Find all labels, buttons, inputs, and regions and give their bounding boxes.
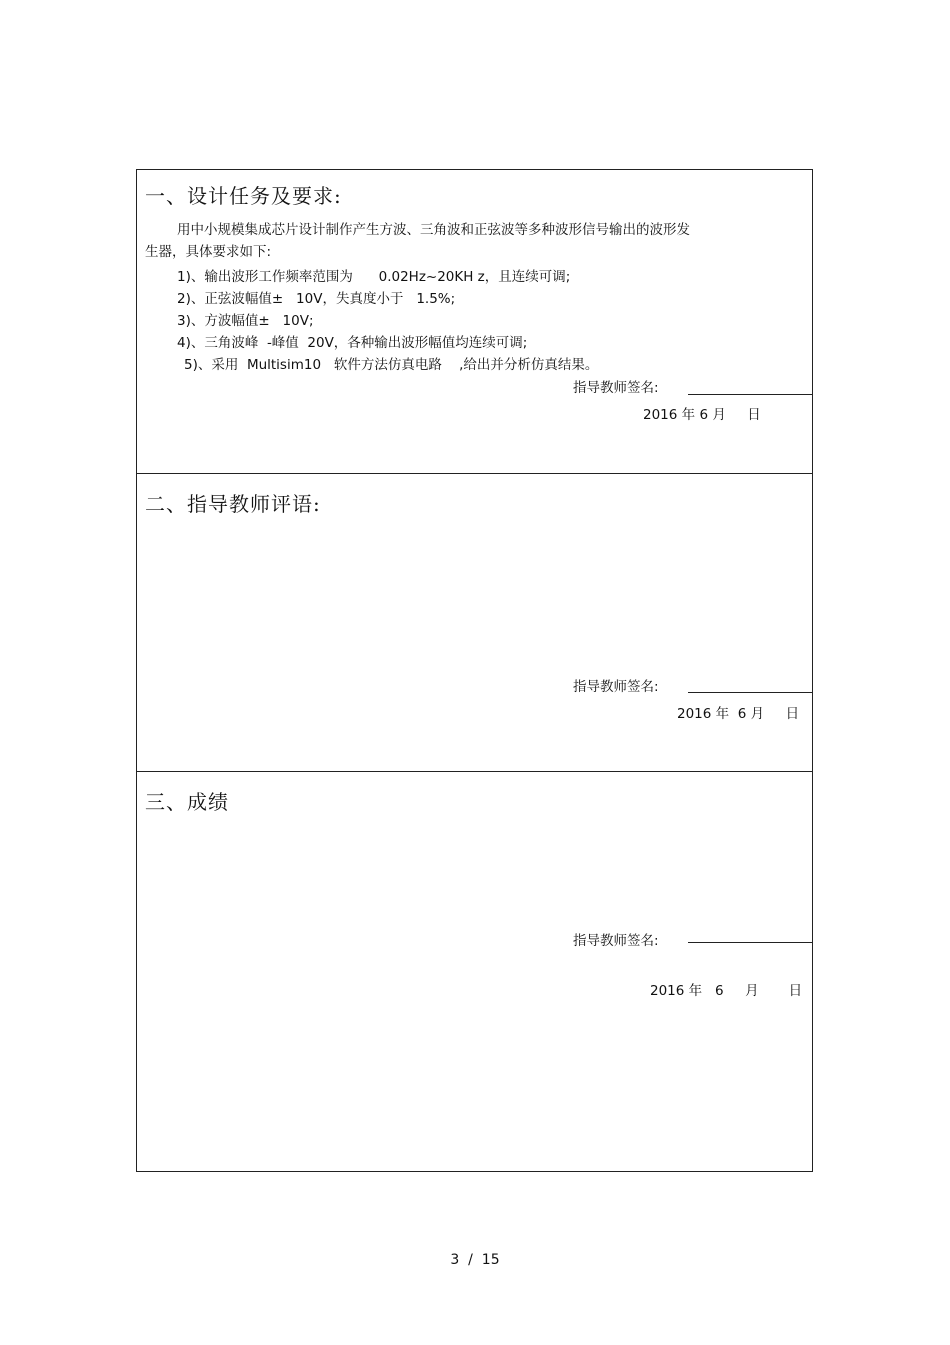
signature-line [688, 692, 813, 693]
requirement-item: 2)、正弦波幅值± 10V，失真度小于 1.5%; [177, 291, 456, 307]
requirement-item: 5)、采用 Multisim10 软件方法仿真电路 ,给出并分析仿真结果。 [184, 357, 599, 373]
signature-line [688, 394, 813, 395]
signature-label: 指导教师签名: [573, 933, 659, 949]
requirement-item: 1)、输出波形工作频率范围为 0.02Hz~20KH z，且连续可调; [177, 269, 571, 285]
section-heading: 三、成绩 [145, 790, 229, 814]
signature-line [688, 942, 813, 943]
design-task-section [137, 170, 812, 474]
signature-label: 指导教师签名: [573, 679, 659, 695]
page-number: 3 / 15 [450, 1252, 500, 1268]
evaluation-form-table [136, 169, 813, 1172]
teacher-comments-section [137, 474, 812, 772]
intro-text-line-1: 用中小规模集成芯片设计制作产生方波、三角波和正弦波等多种波形信号输出的波形发 [177, 222, 690, 238]
signature-label: 指导教师签名: [573, 380, 659, 396]
date-field: 2016 年 6 月 日 [643, 407, 761, 423]
requirement-item: 4)、三角波峰 -峰值 20V，各种输出波形幅值均连续可调; [177, 335, 528, 351]
requirement-item: 3)、方波幅值± 10V; [177, 313, 314, 329]
date-field: 2016 年 6 月 日 [650, 983, 803, 999]
section-heading: 一、设计任务及要求: [145, 184, 342, 208]
date-field: 2016 年 6 月 日 [677, 706, 800, 722]
grade-section [137, 772, 812, 1172]
intro-text-line-2: 生器，具体要求如下: [145, 244, 272, 260]
section-heading: 二、指导教师评语: [145, 492, 321, 516]
